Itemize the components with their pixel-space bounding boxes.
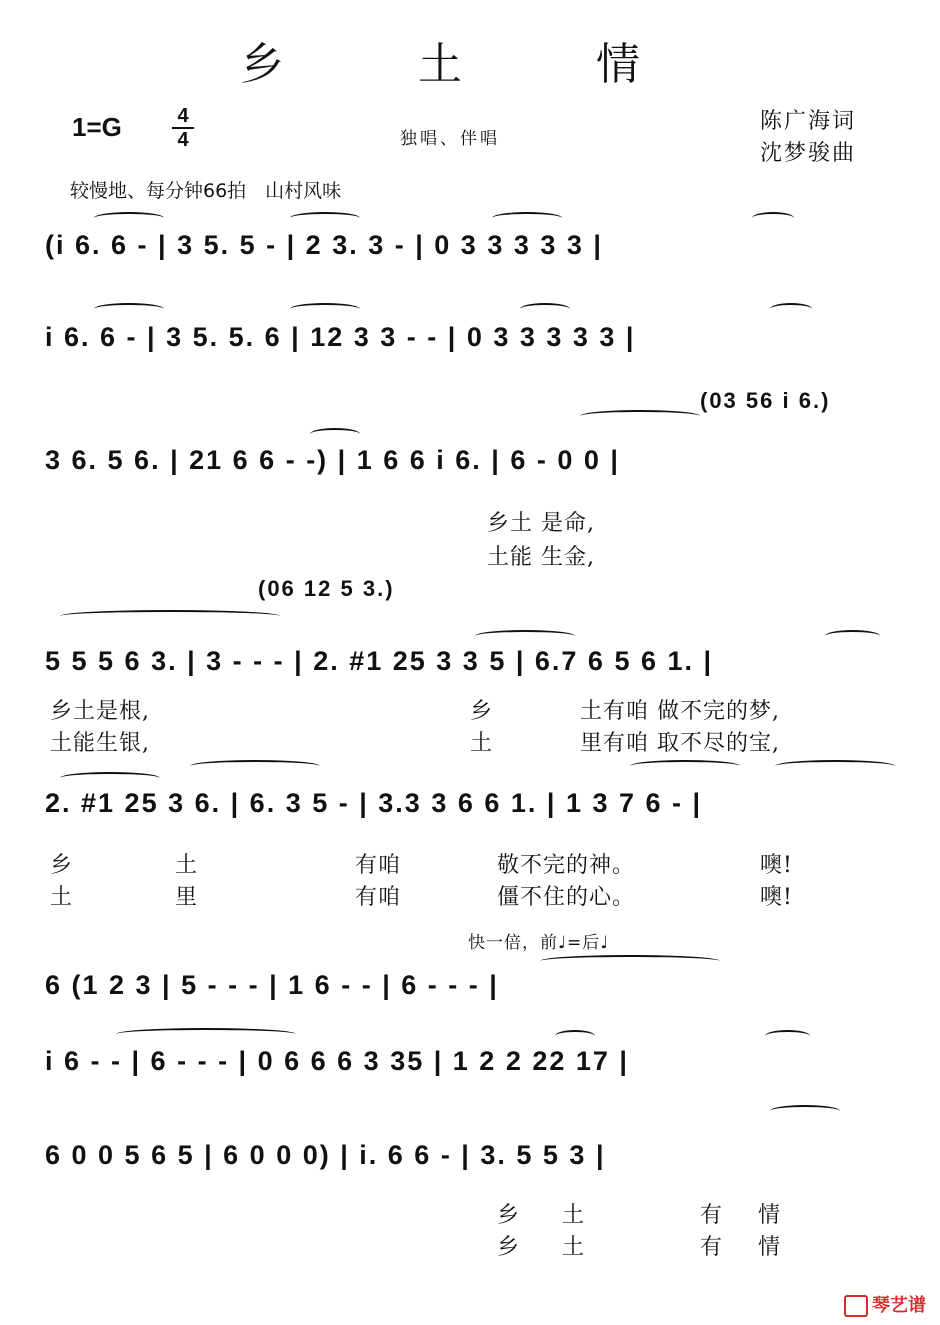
staff-6-notes: 6 (1 2 3 | 5 - - - | 1 6 - - | 6 - - - | xyxy=(45,970,499,1000)
key-signature: 1=G xyxy=(72,112,122,142)
staff-4-lyric-2a: 土能生银, xyxy=(50,731,150,756)
slur xyxy=(765,1030,810,1042)
song-title: 乡 土 情 xyxy=(240,39,700,90)
slur xyxy=(60,610,280,622)
staff-5-lyric-2b: 里 xyxy=(175,885,199,910)
staff-2-notes: i 6. 6 - | 3 5. 5. 6 | 12 3 3 - - | 0 3 3 3 3 3 | xyxy=(45,322,636,352)
watermark-text: 琴艺谱 xyxy=(872,1295,926,1316)
staff-4-lyric-2c: 里有咱 取不尽的宝, xyxy=(580,731,780,756)
staff-4-cue: (06 12 5 3.) xyxy=(258,576,395,601)
slur xyxy=(290,303,360,315)
staff-8-lyric-1c: 有 xyxy=(700,1203,724,1228)
staff-5-lyric-1a: 乡 xyxy=(50,853,74,878)
staff-3-notes: 3 6. 5 6. | 21 6 6 - -) | 1 6 6 i 6. | 6 - 0 0 | xyxy=(45,445,620,475)
slur xyxy=(630,760,740,772)
staff-4-lyric-2b: 土 xyxy=(470,731,494,756)
staff-8-lyric-1b: 土 xyxy=(562,1203,586,1228)
slur xyxy=(770,1105,840,1117)
time-signature-bottom: 4 xyxy=(177,129,189,151)
time-signature-top: 4 xyxy=(177,105,189,127)
slur xyxy=(94,303,164,315)
staff-5-lyric-2d: 僵不住的心。 xyxy=(497,885,636,910)
staff-5-lyric-1e: 噢! xyxy=(760,853,793,878)
staff-4-lyric-1a: 乡土是根, xyxy=(50,699,150,724)
staff-5-notes: 2. #1 25 3 6. | 6. 3 5 - | 3.3 3 6 6 1. | 1 3 7 6 - | xyxy=(45,788,703,818)
slur xyxy=(290,212,360,224)
slur xyxy=(540,955,720,967)
slur xyxy=(520,303,570,315)
staff-8-lyric-2c: 有 xyxy=(700,1235,724,1260)
slur xyxy=(94,212,164,224)
staff-1-notes: (i 6. 6 - | 3 5. 5 - | 2 3. 3 - | 0 3 3 3 3 3 | xyxy=(45,230,603,260)
slur xyxy=(825,630,880,642)
staff-8-lyric-2a: 乡 xyxy=(497,1235,521,1260)
slur xyxy=(580,410,700,422)
slur xyxy=(116,1028,296,1040)
staff-4-notes: 5 5 5 6 3. | 3 - - - | 2. #1 25 3 3 5 | 6.7 6 5 6 1. | xyxy=(45,646,714,676)
composer-credit: 沈梦骏曲 xyxy=(760,141,857,166)
watermark xyxy=(844,1291,926,1317)
staff-5-lyric-1c: 有咱 xyxy=(355,853,402,878)
tempo-marking: 较慢地、每分钟66拍 山村风味 xyxy=(70,180,342,202)
slur xyxy=(190,760,320,772)
slur xyxy=(775,760,895,772)
staff-8-lyric-1d: 情 xyxy=(758,1203,782,1228)
logo-icon xyxy=(844,1295,868,1317)
time-signature xyxy=(172,106,194,150)
slur xyxy=(770,303,812,315)
staff-7-notes: i 6 - - | 6 - - - | 0 6 6 6 3 35 | 1 2 2 22 17 | xyxy=(45,1046,629,1076)
slur xyxy=(60,772,160,784)
staff-8-lyric-2b: 土 xyxy=(562,1235,586,1260)
performance-form: 独唱、伴唱 xyxy=(400,129,500,149)
staff-5-lyric-2a: 土 xyxy=(50,885,74,910)
slur xyxy=(310,428,360,440)
slur xyxy=(475,630,575,642)
staff-5-lyric-2e: 噢! xyxy=(760,885,793,910)
staff-3-cue: (03 56 i 6.) xyxy=(700,388,831,413)
staff-5-lyric-1d: 敬不完的神。 xyxy=(497,853,636,878)
staff-3-lyrics-1: 乡土 是命, xyxy=(487,511,595,536)
staff-8-lyric-2d: 情 xyxy=(758,1235,782,1260)
staff-5-lyric-1b: 土 xyxy=(175,853,199,878)
staff-8-lyric-1a: 乡 xyxy=(497,1203,521,1228)
tempo-change-mark: 快一倍，前♩=后♩ xyxy=(468,933,610,953)
slur xyxy=(555,1030,595,1042)
lyricist-credit: 陈广海词 xyxy=(760,109,857,134)
staff-4-lyric-1c: 土有咱 做不完的梦, xyxy=(580,699,780,724)
staff-3-lyrics-2: 土能 生金, xyxy=(487,545,595,570)
staff-5-lyric-2c: 有咱 xyxy=(355,885,402,910)
slur xyxy=(492,212,562,224)
slur xyxy=(752,212,794,224)
staff-4-lyric-1b: 乡 xyxy=(470,699,494,724)
staff-8-notes: 6 0 0 5 6 5 | 6 0 0 0) | i. 6 6 - | 3. 5 5 3 | xyxy=(45,1140,606,1170)
